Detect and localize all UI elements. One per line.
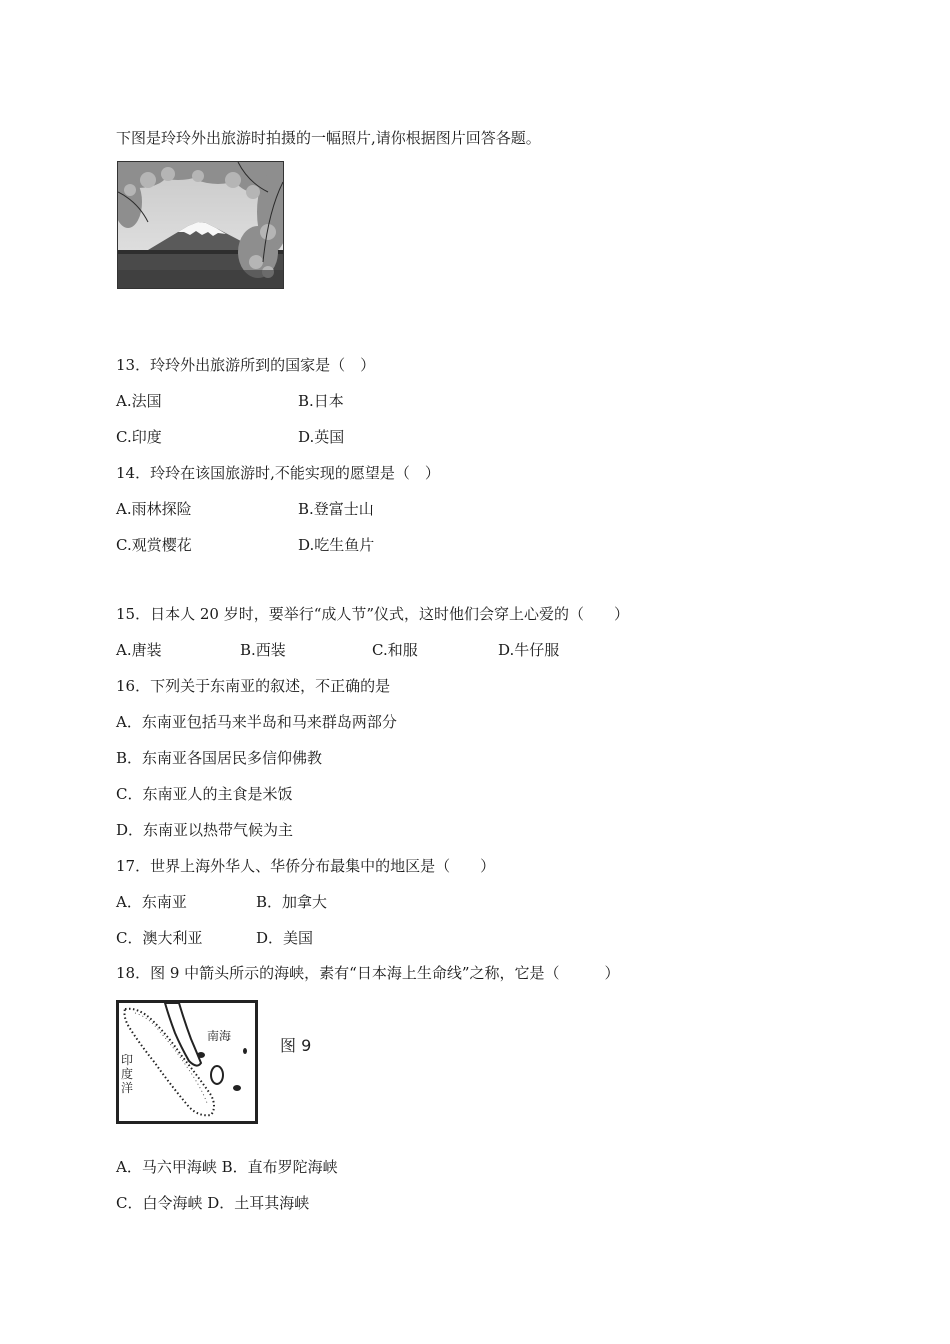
q17-stem: 17．世界上海外华人、华侨分布最集中的地区是（ ）: [116, 857, 496, 875]
q15-option-c[interactable]: C.和服: [372, 641, 418, 659]
q13-stem: 13．玲玲外出旅游所到的国家是（ ）: [116, 356, 376, 374]
intro-text: 下图是玲玲外出旅游时拍摄的一幅照片,请你根据图片回答各题。: [116, 129, 541, 147]
q18-option-ab[interactable]: A．马六甲海峡 B．直布罗陀海峡: [116, 1158, 338, 1176]
q14-option-c[interactable]: C.观赏樱花: [116, 536, 192, 554]
strait-map: [116, 1000, 258, 1124]
q13-option-d[interactable]: D.英国: [298, 428, 345, 446]
q16-option-b[interactable]: B．东南亚各国居民多信仰佛教: [116, 749, 323, 767]
q13-option-b[interactable]: B.日本: [298, 392, 344, 410]
q14-option-b[interactable]: B.登富士山: [298, 500, 374, 518]
q16-option-d[interactable]: D．东南亚以热带气候为主: [116, 821, 294, 839]
q18-option-cd[interactable]: C．白令海峡 D．土耳其海峡: [116, 1194, 310, 1212]
q17-option-a[interactable]: A．东南亚: [116, 893, 187, 911]
q13-option-a[interactable]: A.法国: [116, 392, 162, 410]
q16-option-c[interactable]: C．东南亚人的主食是米饭: [116, 785, 293, 803]
strait-map-drawing: [119, 1003, 255, 1121]
figure-label: 图 9: [280, 1036, 312, 1055]
q14-option-d[interactable]: D.吃生鱼片: [298, 536, 375, 554]
q13-option-c[interactable]: C.印度: [116, 428, 162, 446]
map-label-ocean: 印度洋: [121, 1053, 134, 1095]
map-label-sea: 南海: [207, 1029, 232, 1043]
q16-stem: 16．下列关于东南亚的叙述，不正确的是: [116, 677, 391, 695]
q15-option-d[interactable]: D.牛仔服: [498, 641, 560, 659]
fuji-photo: [117, 161, 284, 289]
q15-option-a[interactable]: A.唐装: [116, 641, 162, 659]
q16-option-a[interactable]: A．东南亚包括马来半岛和马来群岛两部分: [116, 713, 397, 731]
q14-option-a[interactable]: A.雨林探险: [116, 500, 192, 518]
fuji-photo-image: [118, 162, 283, 288]
q17-option-b[interactable]: B．加拿大: [256, 893, 328, 911]
q15-stem: 15．日本人 20 岁时，要举行“成人节”仪式，这时他们会穿上心爱的（ ）: [116, 605, 630, 623]
q17-option-c[interactable]: C．澳大利亚: [116, 929, 203, 947]
q14-stem: 14．玲玲在该国旅游时,不能实现的愿望是（ ）: [116, 464, 440, 482]
q15-option-b[interactable]: B.西装: [240, 641, 286, 659]
q17-option-d[interactable]: D．美国: [256, 929, 314, 947]
q18-stem: 18．图 9 中箭头所示的海峡，素有“日本海上生命线”之称，它是（ ）: [116, 964, 620, 982]
